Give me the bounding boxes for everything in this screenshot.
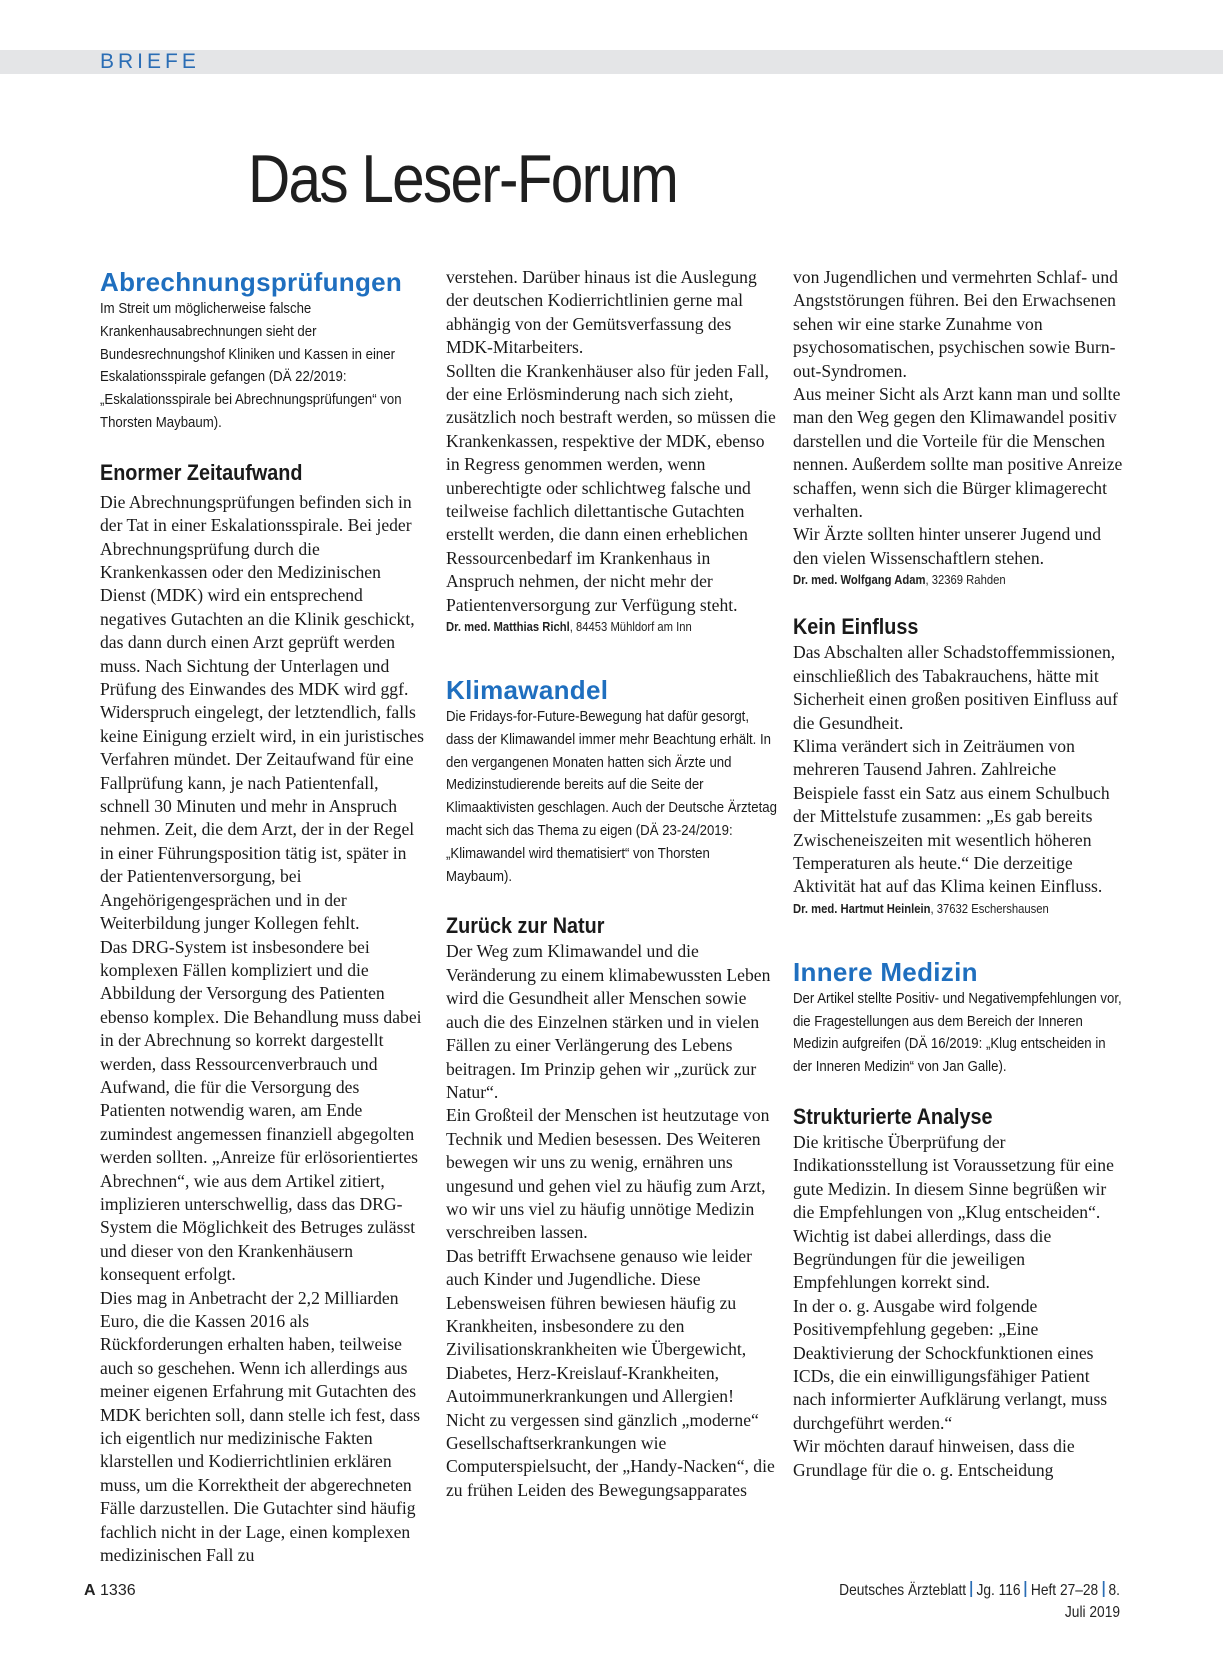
section-label: BRIEFE: [100, 50, 200, 73]
author-place: , 37632 Eschershausen: [930, 901, 1049, 916]
author-place: , 32369 Rahden: [925, 573, 1006, 588]
topic-heading: Innere Medizin: [793, 956, 978, 987]
topic-heading: Abrechnungsprüfungen: [100, 267, 403, 297]
column-1: [100, 266, 425, 1567]
author-byline: [793, 900, 1123, 918]
body-paragraph: Das Abschalten aller Schadstoffemmissionen, einschließlich des Tabakrauchens, hätte mit Sicherheit einen großen positiven Einfluss auf die Gesundheit.: [793, 642, 1118, 733]
page-number-value: 1336: [100, 1582, 136, 1599]
column-3: [793, 266, 1123, 1482]
body-paragraph: Die Abrechnungsprüfungen befinden sich in der Tat in einer Eskalationsspirale. Bei jeder Abrechnungsprüfung durch die Krankenkassen oder den Medizinischen Dienst (MDK) wird ein entsprechend negatives Gutachten an die Klinik geschickt, das dann durch einen Arzt geprüft werden muss. Nach Sichtung der Unterlagen und Prüfung des Einwandes des MDK wird ggf. Widerspruch eingelegt, der letztendlich, falls keine Einigung erzielt wird, in ein juristisches Verfahren mündet. Der Zeitaufwand für eine Fallprüfung kann, je nach Patientenfall, schnell 30 Minuten und mehr in Anspruch nehmen. Zeit, die dem Arzt, der in der Regel in einer Führungsposition tätig ist, später in der Patientenversorgung, bei Angehörigengesprächen und in der Weiterbildung junger Kollegen fehlt.: [100, 491, 424, 934]
journal-date: 8. Juli 2019: [1064, 1582, 1120, 1621]
separator: [1025, 1581, 1027, 1597]
journal-name: Deutsches Ärzteblatt: [839, 1582, 967, 1599]
column-2: [446, 266, 776, 1502]
body-paragraph: Wir Ärzte sollten hinter unserer Jugend und den vielen Wissenschaftlern stehen.: [793, 524, 1102, 568]
author-byline: [446, 618, 776, 636]
letter-heading: Strukturierte Analyse: [793, 1103, 993, 1129]
journal-info: [828, 1580, 1120, 1621]
body-paragraph: Aus meiner Sicht als Arzt kann man und sollte man den Weg gegen den Klimawandel positiv darstellen und die Vorteile für die Menschen nennen. Außerdem sollte man positive Anreize schaffen, wenn sich die Bürger klimagerecht verhalten.: [793, 384, 1123, 522]
journal-issue: Heft 27–28: [1030, 1582, 1099, 1599]
page-title: Das Leser-Forum: [248, 141, 678, 217]
lead-text: Die Fridays-for-Future-Bewegung hat dafür gesorgt, dass der Klimawandel immer mehr Beachtung erhält. In den vergangenen Monaten hatten sich Ärzte und Medizinstudierende bereits auf die Seite der Klimaaktivisten geschlagen. Auch der Deutsche Ärztetag macht sich das Thema zu eigen (DÄ 23-24/2019: „Klimawandel wird thematisiert“ von Thorsten Maybaum).: [446, 708, 777, 885]
body-paragraph: In der o. g. Ausgabe wird folgende Positivempfehlung gegeben: „Eine Deaktivierung der Schockfunktionen eines ICDs, die ein einwilligungsfähiger Patient nach informierter Aufklärung verlangt, muss durchgeführt werden.“: [793, 1295, 1108, 1433]
body-paragraph: Sollten die Krankenhäuser also für jeden Fall, der eine Erlösminderung nach sich zieht, zusätzlich noch bestraft werden, so müssen die Krankenkassen, respektive der MDK, ebenso in Regress genommen werden, wenn unberechtigte oder schlichtweg falsche und teilweise fachlich dilettantische Gutachten erstellt werden, die dann einen erheblichen Ressourcenbedarf im Krankenhaus in Anspruch nehmen, der nicht mehr der Patientenversorgung zur Verfügung steht.: [446, 360, 776, 615]
letter-heading: Zurück zur Natur: [446, 913, 605, 939]
author-name: Dr. med. Matthias Richl: [446, 620, 570, 635]
author-name: Dr. med. Hartmut Heinlein: [793, 901, 931, 916]
body-paragraph: Wir möchten darauf hinweisen, dass die Grundlage für die o. g. Entscheidung: [793, 1436, 1075, 1480]
lead-text: Der Artikel stellte Positiv- und Negativempfehlungen vor, die Fragestellungen aus dem Bereich der Inneren Medizin aufgreifen (DÄ 16/2019: „Klug entscheiden in der Inneren Medizin“ von Jan Galle).: [793, 989, 1122, 1076]
body-paragraph: Die kritische Überprüfung der Indikationsstellung ist Voraussetzung für eine gute Medizin. In diesem Sinne begrüßen wir die Empfehlungen von „Klug entscheiden“. Wichtig ist dabei allerdings, dass die Begründungen für die jeweiligen Empfehlungen korrekt sind.: [793, 1131, 1114, 1293]
body-paragraph: Dies mag in Anbetracht der 2,2 Milliarden Euro, die die Kassen 2016 als Rückforderungen erhalten haben, teilweise auch so geschehen. Wenn ich allerdings aus meiner eigenen Erfahrung mit Gutachten des MDK berichten soll, dann stelle ich fest, dass ich eigentlich nur medizinische Fakten klarstellen und Kodierrichtlinien erklären muss, um die Korrektheit der abgerechneten Fälle darzustellen. Die Gutachter sind häufig fachlich nicht in der Lage, einen komplexen medizinischen Fall zu: [100, 1287, 421, 1566]
separator: [1103, 1581, 1105, 1597]
body-paragraph: Das betrifft Erwachsene genauso wie leider auch Kinder und Jugendliche. Diese Lebensweisen führen bewiesen häufig zu Krankheiten, insbesondere zu den Zivilisationskrankheiten wie Übergewicht, Diabetes, Herz-Kreislauf-Krankheiten, Autoimmunerkrankungen und Allergien!: [446, 1245, 752, 1407]
body-paragraph: Das DRG-System ist insbesondere bei komplexen Fällen kompliziert und die Abbildung der Versorgung des Patienten ebenso komplex. Die Behandlung muss dabei in der Abrechnung so korrekt dargestellt werden, dass Ressourcenverbrauch und Aufwand, die für die Versorgung des Patienten notwendig waren, am Ende zumindest angemessen finanziell abgegolten werden sollten. „Anreize für erlösorientiertes Abrechnen“, wie aus dem Artikel zitiert, implizieren unterschwellig, dass das DRG-System die Möglichkeit des Betruges zulässt und dieser von den Krankenhäusern konsequent erfolgt.: [100, 936, 422, 1285]
letter-heading: Enormer Zeitaufwand: [100, 459, 303, 485]
body-paragraph: Ein Großteil der Menschen ist heutzutage von Technik und Medien besessen. Des Weiteren bewegen wir uns zu wenig, ernähren uns ungesund und gehen viel zu häufig zum Arzt, wo wir uns viel zu häufig unnötige Medizin verschreiben lassen.: [446, 1105, 770, 1243]
body-paragraph: Klima verändert sich in Zeiträumen von mehreren Tausend Jahren. Zahlreiche Beispiele fasst ein Satz aus einem Schulbuch der Mittelstufe zusammen: „Es gab bereits Zwischeneiszeiten mit wesentlich höheren Temperaturen als heute.“ Die derzeitige Aktivität hat auf das Klima keinen Einfluss.: [793, 735, 1110, 897]
author-byline: [793, 571, 1123, 589]
letter-heading: Kein Einfluss: [793, 614, 919, 640]
separator: [970, 1581, 972, 1597]
author-name: Dr. med. Wolfgang Adam: [793, 573, 926, 588]
author-place: , 84453 Mühldorf am Inn: [569, 620, 692, 635]
body-paragraph: Der Weg zum Klimawandel und die Veränderung zu einem klimabewussten Leben wird die Gesundheit aller Menschen sowie auch die des Einzelnen stärken und in vielen Fällen zu einer Verlängerung des Lebens beitragen. Im Prinzip gehen wir „zurück zur Natur“.: [446, 941, 771, 1102]
lead-text: Im Streit um möglicherweise falsche Krankenhausabrechnungen sieht der Bundesrechnungshof Kliniken und Kassen in einer Eskalationsspirale gefangen (DÄ 22/2019: „Eskalationsspirale bei Abrechnungsprüfungen“ von Thorsten Maybaum).: [100, 300, 402, 431]
body-paragraph: Nicht zu vergessen sind gänzlich „moderne“ Gesellschaftserkrankungen wie Computerspielsucht, der „Handy-Nacken“, die zu frühen Leiden des Bewegungsapparates: [446, 1409, 775, 1500]
page-number: [84, 1580, 136, 1602]
page-prefix: A: [84, 1582, 96, 1599]
topic-heading: Klimawandel: [446, 675, 609, 706]
journal-volume: Jg. 116: [976, 1582, 1021, 1599]
body-paragraph: verstehen. Darüber hinaus ist die Auslegung der deutschen Kodierrichtlinien gerne mal abhängig von der Gemütsverfassung des MDK-Mitarbeiters.: [446, 267, 757, 358]
body-paragraph: von Jugendlichen und vermehrten Schlaf- und Angststörungen führen. Bei den Erwachsenen sehen wir eine starke Zunahme von psychosomatischen, psychischen sowie Burn-out-Syndromen.: [793, 267, 1118, 381]
